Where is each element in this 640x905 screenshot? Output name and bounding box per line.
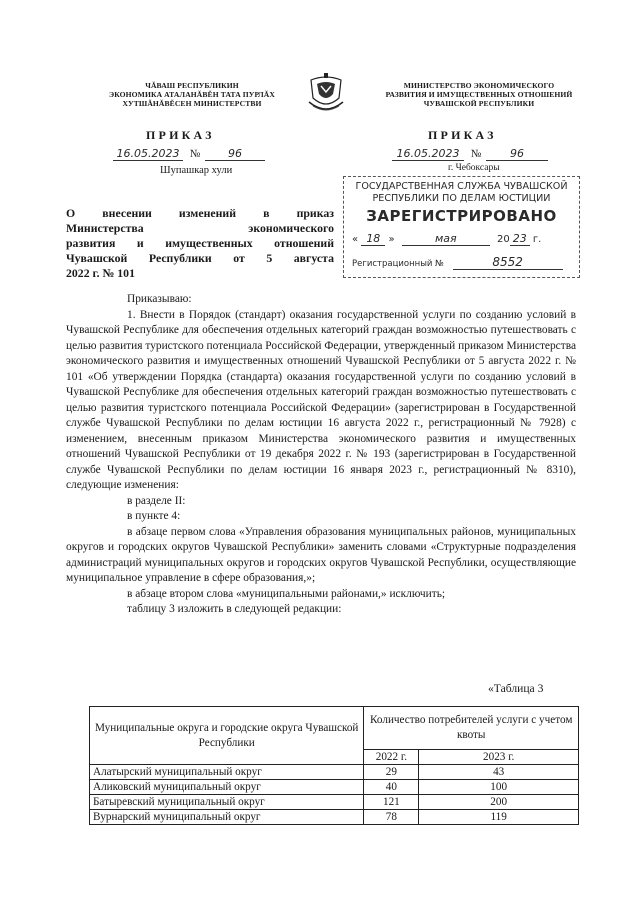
- header-left-line3: ХУТШĂНĂВĔСЕН МИНИСТЕРСТВИ: [122, 99, 262, 108]
- paragraph-2: в абзаце первом слова «Управления образования муниципальных районов, муниципальных округов и городских округов Чувашской Республики» заменить словами «Структурные подразделения администраций муниципальных округов и городских округов Чувашской Республики, осуществляющие муниципальное управление в сфере образования,»;: [66, 525, 576, 584]
- section-ref: в разделе II:: [127, 494, 186, 507]
- stamp-agency: [344, 181, 579, 204]
- order-date-right: 16.05.2023: [392, 147, 464, 161]
- table-row: [90, 780, 579, 795]
- row-2023: 119: [419, 810, 579, 825]
- subject-line2: Министерства экономического: [66, 221, 334, 235]
- subject-line5: 2022 г. № 101: [66, 266, 135, 280]
- table-label: «Таблица 3: [488, 682, 544, 695]
- subject-line4: Чувашской Республики от 5 августа: [66, 251, 334, 265]
- row-2022: 29: [364, 765, 419, 780]
- row-2022: 78: [364, 810, 419, 825]
- row-2023: 200: [419, 795, 579, 810]
- table-row: [90, 765, 579, 780]
- stamp-date-row: [352, 232, 577, 246]
- row-2023: 43: [419, 765, 579, 780]
- stamp-reg-label: Регистрационный №: [352, 259, 444, 269]
- row-name: Алатырский муниципальный округ: [90, 765, 364, 780]
- stamp-open-quote: «: [352, 234, 359, 245]
- coat-of-arms-emblem: [305, 72, 347, 116]
- header-right-line2: РАЗВИТИЯ И ИМУЩЕСТВЕННЫХ ОТНОШЕНИЙ: [385, 90, 573, 99]
- stamp-day: 18: [361, 232, 385, 246]
- order-date-number-right: [392, 147, 562, 163]
- stamp-line2: РЕСПУБЛИКИ ПО ДЕЛАМ ЮСТИЦИИ: [372, 192, 551, 204]
- quota-table: [89, 706, 579, 825]
- row-name: Аликовский муниципальный округ: [90, 780, 364, 795]
- order-body: [66, 292, 576, 618]
- subject-line3: развития и имущественных отношений: [66, 236, 334, 250]
- registration-stamp: [343, 176, 580, 278]
- stamp-year-prefix: 20: [497, 234, 510, 245]
- order-title-right: ПРИКАЗ: [428, 128, 497, 142]
- order-date-number-left: [113, 147, 273, 163]
- paragraph-1: 1. Внести в Порядок (стандарт) оказания государственной услуги по созданию условий в Чувашской Республике для обеспечения отдельных категорий граждан возможностью путешествовать с целью развития туристского потенциала Российской Федерации, утвержденный приказом Министерства экономического развития и имущественных отношений Чувашской Республики от 5 августа 2022 г. № 101 «Об утверждении Порядка (стандарта) оказания государственной услуги по созданию условий в Чувашской Республике для обеспечения отдельных категорий граждан возможностью путешествовать с целью развития туристского потенциала Российской Федерации» (зарегистрирован в Государственной службе Чувашской Республики по делам юстиции 16 августа 2022 г., регистрационный № 7928) с изменением, внесенным приказом Министерства экономического развития и имущественных отношений Чувашской Республики от 19 декабря 2022 г. № 193 (зарегистрирован в Государственной службе Чувашской Республики по делам юстиции 16 января 2023 г., регистрационный № 8310), следующие изменения:: [66, 308, 576, 491]
- header-right-line1: МИНИСТЕРСТВО ЭКОНОМИЧЕСКОГО: [403, 81, 555, 90]
- stamp-registered: ЗАРЕГИСТРИРОВАНО: [366, 207, 557, 225]
- order-place-right: г. Чебоксары: [448, 163, 500, 173]
- header-year-2022: 2022 г.: [364, 750, 419, 765]
- paragraph-3: в абзаце втором слова «муниципальными районами,» исключить;: [127, 587, 446, 600]
- order-subject: [66, 206, 334, 281]
- order-word: Приказываю:: [127, 293, 192, 305]
- stamp-year: 23: [510, 232, 530, 246]
- order-title-left: ПРИКАЗ: [146, 128, 215, 142]
- table-row: [90, 795, 579, 810]
- row-name: Батыревский муниципальный округ: [90, 795, 364, 810]
- row-2023: 100: [419, 780, 579, 795]
- header-quota: Количество потребителей услуги с учетом квоты: [364, 707, 579, 750]
- stamp-line1: ГОСУДАРСТВЕННАЯ СЛУЖБА ЧУВАШСКОЙ: [355, 181, 568, 192]
- order-place-left: Шупашкар хули: [160, 165, 233, 176]
- header-right: [368, 81, 590, 108]
- row-name: Вурнарский муниципальный округ: [90, 810, 364, 825]
- order-number-right: 96: [486, 147, 548, 161]
- point-ref: в пункте 4:: [127, 510, 181, 522]
- stamp-reg-number: 8552: [453, 255, 563, 270]
- stamp-year-suffix: г.: [532, 234, 542, 245]
- paragraph-4: таблицу 3 изложить в следующей редакции:: [127, 603, 342, 615]
- order-date-left: 16.05.2023: [113, 147, 183, 161]
- table-header-row: [90, 707, 579, 750]
- subject-line1: О внесении изменений в приказ: [66, 206, 334, 220]
- header-left-line2: ЭКОНОМИКА АТАЛАНĂВĔН ТАТА ПУРЛĂХ: [109, 90, 275, 99]
- stamp-close-quote: »: [388, 234, 395, 245]
- header-left: [92, 81, 292, 108]
- header-year-2023: 2023 г.: [419, 750, 579, 765]
- stamp-month: мая: [402, 232, 490, 246]
- stamp-reg-row: [352, 255, 577, 270]
- number-sign-right: №: [470, 148, 482, 160]
- row-2022: 121: [364, 795, 419, 810]
- header-left-line1: ЧĂВАШ РЕСПУБЛИКИН: [145, 81, 239, 90]
- order-number-left: 96: [205, 147, 265, 161]
- header-municipalities: Муниципальные округа и городские округа Чувашской Республики: [90, 707, 364, 765]
- number-sign-left: №: [189, 148, 201, 160]
- table-row: [90, 810, 579, 825]
- header-right-line3: ЧУВАШСКОЙ РЕСПУБЛИКИ: [423, 99, 535, 108]
- row-2022: 40: [364, 780, 419, 795]
